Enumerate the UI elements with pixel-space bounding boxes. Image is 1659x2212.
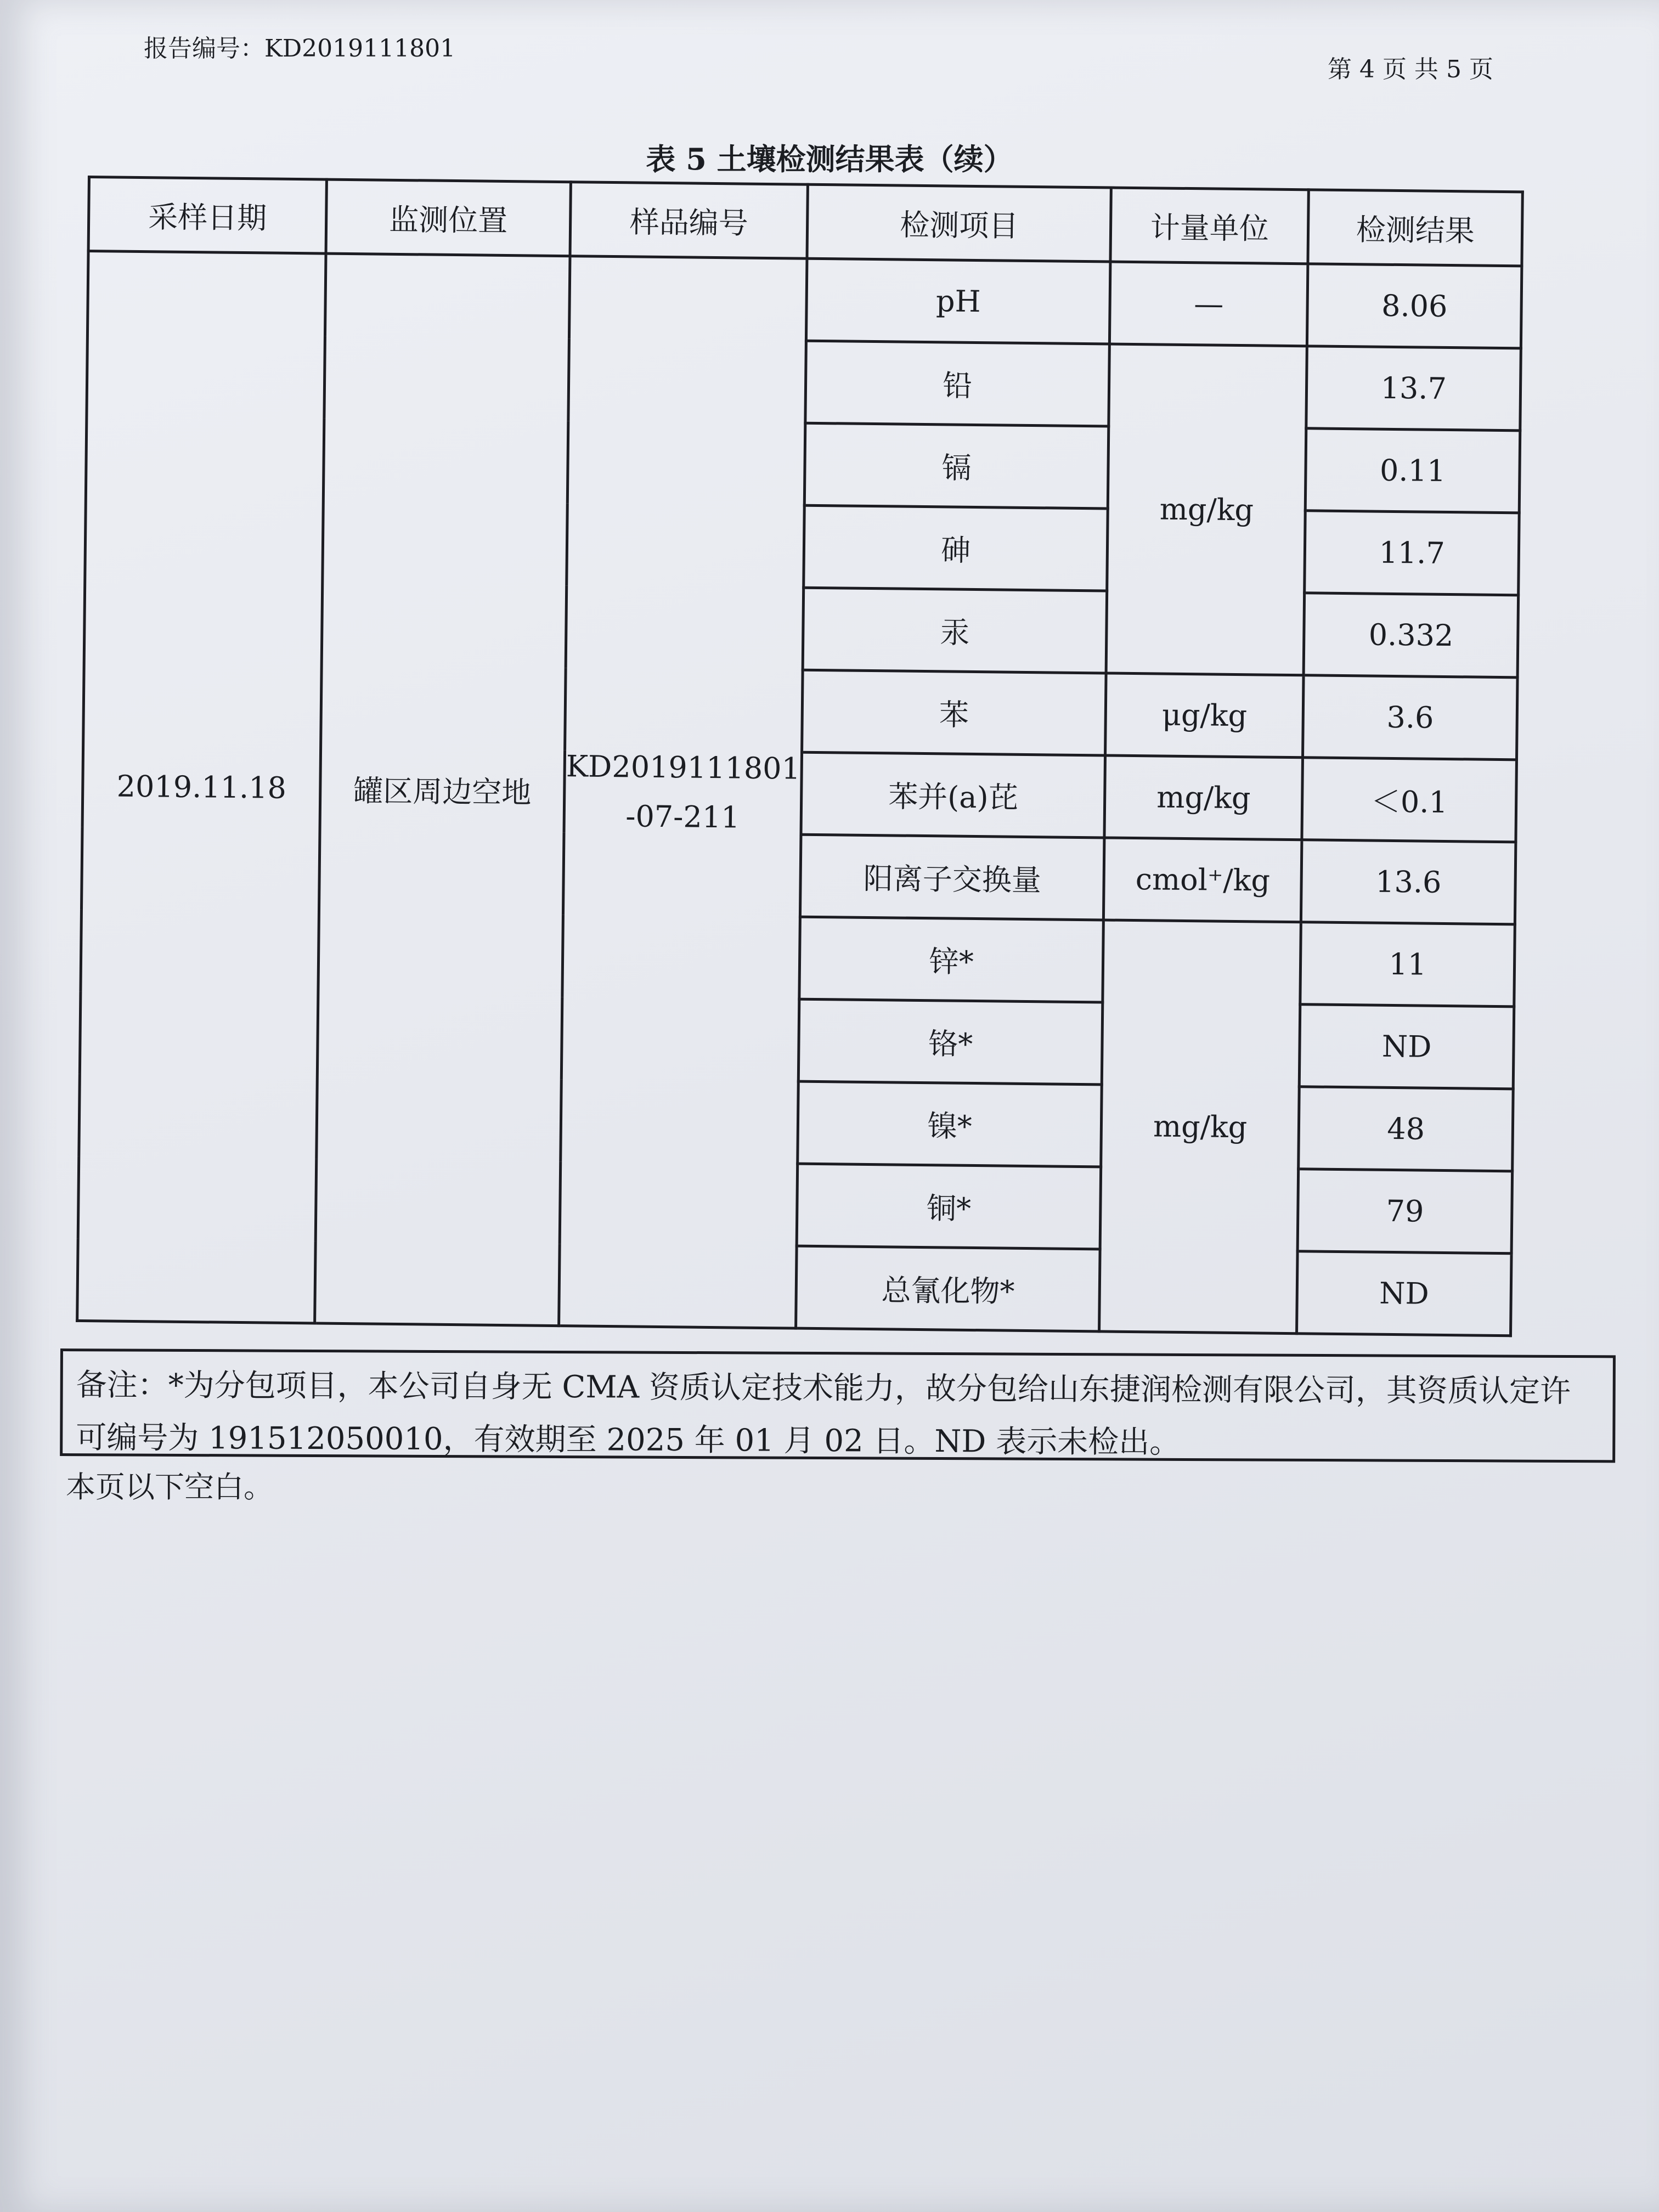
result-cell: 13.6	[1301, 840, 1516, 924]
item-cell: 镍*	[798, 1081, 1102, 1167]
result-cell: 11.7	[1305, 511, 1520, 595]
item-cell: 砷	[804, 505, 1108, 591]
item-cell: 苯	[802, 670, 1107, 755]
sample-id-line1: KD2019111801	[566, 748, 801, 786]
item-cell: 铅	[805, 341, 1110, 426]
unit-cell: cmol⁺/kg	[1104, 838, 1302, 922]
col-header-sample-id: 样品编号	[570, 182, 808, 259]
item-cell: 铬*	[798, 999, 1103, 1085]
unit-cell: mg/kg	[1099, 920, 1301, 1334]
item-cell: 铜*	[797, 1164, 1101, 1249]
table-row	[87, 251, 1522, 348]
result-cell: 8.06	[1307, 264, 1522, 348]
result-cell: ＜0.1	[1302, 758, 1517, 842]
report-number: 报告编号：KD2019111801	[144, 35, 456, 63]
sample-id-cell	[559, 256, 808, 1328]
item-cell: 镉	[804, 423, 1109, 509]
result-cell: ND	[1299, 1005, 1514, 1089]
result-cell: 0.11	[1305, 428, 1520, 513]
result-cell: 79	[1297, 1169, 1513, 1254]
item-cell: 锌*	[799, 917, 1104, 1002]
unit-cell: μg/kg	[1105, 673, 1304, 758]
table-title: 表 5 土壤检测结果表（续）	[646, 142, 1013, 177]
item-cell: pH	[806, 258, 1111, 344]
unit-cell: mg/kg	[1106, 344, 1307, 675]
remark-box: 备注：*为分包项目，本公司自身无 CMA 资质认定技术能力，故分包给山东捷润检测有限公司，其资质认定许可编号为 191512050010，有效期至 2025 年 01 月 02 日。ND 表示未检出。	[60, 1348, 1616, 1463]
unit-cell: mg/kg	[1104, 755, 1303, 840]
sample-date-cell: 2019.11.18	[77, 251, 326, 1323]
result-cell: 48	[1299, 1087, 1514, 1171]
item-cell: 总氰化物*	[796, 1246, 1101, 1331]
col-header-sample-date: 采样日期	[88, 177, 326, 254]
item-cell: 阳离子交换量	[800, 834, 1105, 920]
item-cell: 汞	[803, 588, 1107, 673]
table-header-row	[88, 177, 1522, 266]
col-header-result: 检测结果	[1308, 190, 1522, 266]
result-cell: 0.332	[1304, 593, 1519, 678]
result-cell: 13.7	[1306, 346, 1521, 431]
result-cell: 3.6	[1303, 675, 1518, 760]
item-cell: 苯并(a)芘	[801, 752, 1105, 838]
soil-results-table	[76, 176, 1524, 1337]
location-cell: 罐区周边空地	[315, 253, 570, 1326]
result-cell: ND	[1297, 1251, 1512, 1336]
blank-page-note: 本页以下空白。	[66, 1470, 273, 1504]
col-header-test-item: 检测项目	[807, 184, 1111, 262]
unit-cell: —	[1110, 262, 1308, 346]
col-header-location: 监测位置	[326, 179, 571, 256]
sample-id-line2: -07-211	[625, 798, 740, 835]
result-cell: 11	[1300, 922, 1515, 1007]
col-header-unit: 计量单位	[1110, 188, 1308, 264]
page-indicator: 第 4 页 共 5 页	[1328, 55, 1493, 83]
